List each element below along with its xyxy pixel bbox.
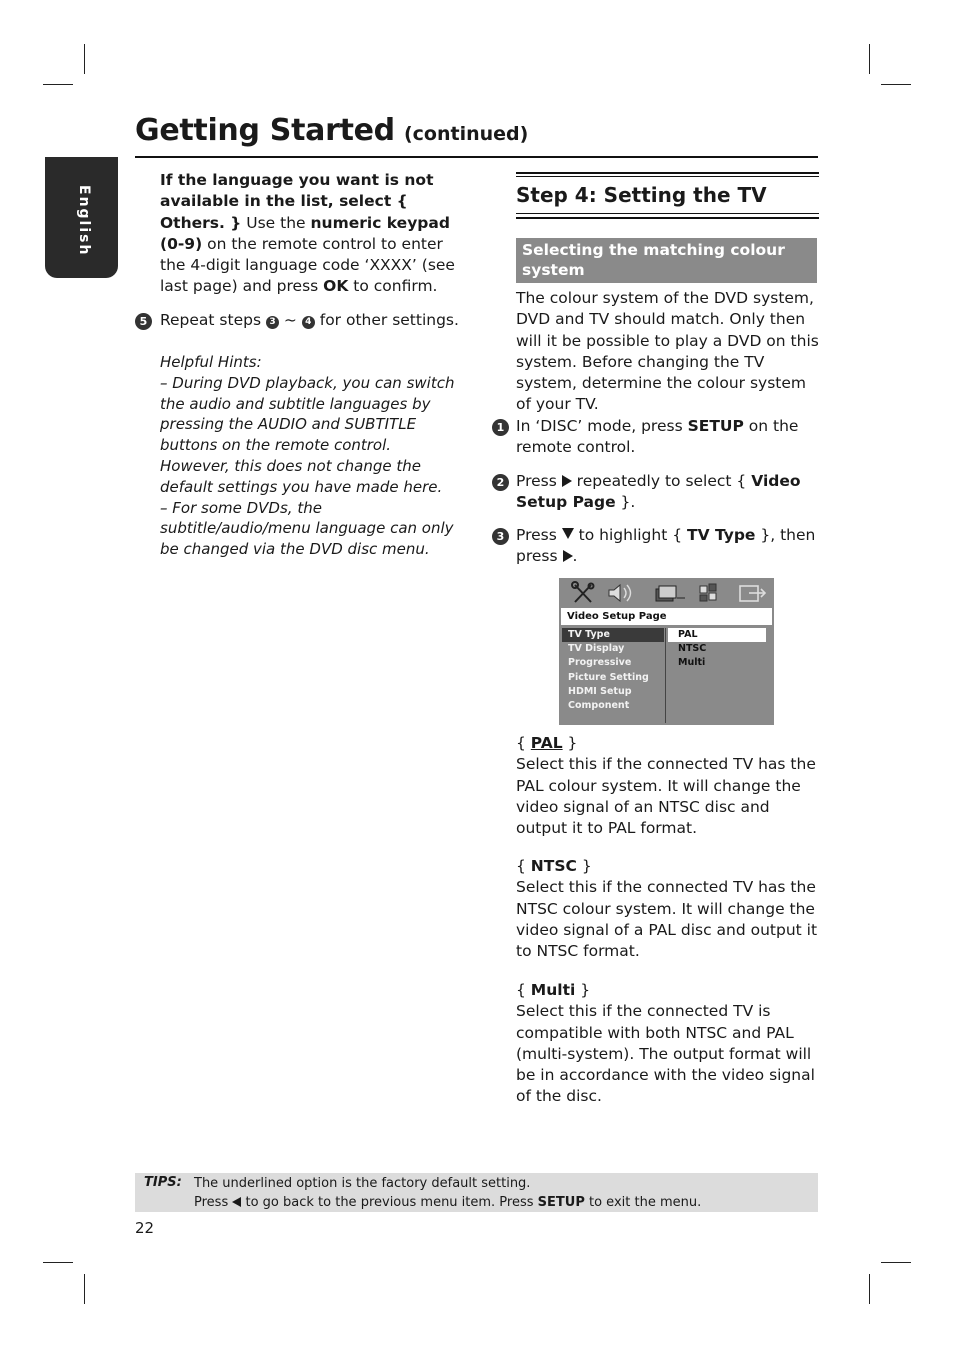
numeric-keypad-label: numeric keypad (0-9)	[160, 213, 450, 253]
step5-text-a: Repeat steps	[159, 311, 266, 329]
step-rule-bottom-thin	[516, 213, 819, 214]
ntsc-description: Select this if the connected TV has the NTSC colour system. It will change the video signal of a PAL disc and output it to NTSC format.	[516, 878, 818, 961]
down-arrow-icon	[562, 528, 574, 539]
s3-text-d: }, then press	[516, 526, 816, 566]
para1-text-e: to confirm.	[348, 277, 438, 296]
menu-option: Multi	[678, 657, 706, 669]
setup-label: SETUP	[537, 1194, 585, 1210]
setup-menu-screenshot	[559, 578, 774, 725]
helpful-hints	[160, 352, 465, 560]
menu-item: Picture Setting	[568, 671, 649, 683]
para1-text-c: on the remote control to enter the 4-digit language code ‘XXXX’ (see last page) and press	[160, 234, 455, 296]
step-rule-top	[516, 172, 819, 174]
menu-item: TV Type	[562, 628, 664, 642]
menu-icon-bar	[559, 578, 774, 608]
step-number-icon: 1	[492, 419, 509, 436]
right-arrow-icon	[563, 550, 573, 562]
page-header	[135, 113, 528, 148]
hint-item: – During DVD playback, you can switch the audio and subtitle languages by pressing the AUDIO and SUBTITLE buttons on the remote control. However, this does not change the default settings you have made here.	[160, 373, 455, 496]
setup-label: SETUP	[687, 417, 744, 435]
step4-heading: Step 4: Setting the TV	[516, 183, 767, 207]
s2-text-a: Press	[516, 472, 562, 490]
step5-text-b: for other settings.	[314, 311, 459, 329]
crop-mark	[881, 1262, 911, 1263]
para1-text-a: Use the	[246, 213, 311, 232]
page-title-continued: (continued)	[403, 123, 529, 145]
s3-text-a: Press	[516, 526, 562, 544]
pal-description: Select this if the connected TV has the PAL colour system. It will change the video signal of an NTSC disc and output it to PAL format.	[516, 755, 816, 838]
crop-mark	[84, 1274, 85, 1304]
page-number: 22	[135, 1219, 155, 1237]
page-title: Getting Started	[135, 113, 395, 148]
step-number-icon: 2	[492, 474, 509, 491]
section-bar	[516, 238, 817, 283]
crop-mark	[43, 84, 73, 85]
tips-label: TIPS:	[144, 1175, 182, 1190]
s1-text-a: In ‘DISC’ mode, press	[516, 417, 688, 435]
pal-option	[516, 733, 819, 839]
menu-option: NTSC	[678, 643, 707, 655]
menu-item: HDMI Setup	[568, 685, 632, 697]
crop-mark	[43, 1262, 73, 1263]
tips-text-a: Press	[194, 1194, 233, 1210]
pal-label: PAL	[530, 734, 563, 752]
multi-option	[516, 980, 819, 1108]
menu-item: Progressive	[568, 657, 632, 669]
step-ref-icon: 3	[266, 316, 279, 329]
left-arrow-icon	[232, 1197, 241, 1207]
step5-item	[135, 310, 465, 331]
tv-type-label: TV Type	[687, 526, 756, 544]
ntsc-label: NTSC	[530, 857, 577, 875]
menu-option: PAL	[668, 628, 766, 642]
ok-label: OK	[323, 277, 349, 296]
step3-item	[492, 525, 820, 566]
tips-text-d: to exit the menu.	[584, 1194, 702, 1210]
side-tab-label: English	[76, 185, 92, 257]
brace: }	[576, 857, 592, 875]
crop-mark	[869, 44, 870, 74]
step-number-icon: 5	[135, 313, 152, 330]
menu-item: Component	[568, 699, 630, 711]
crop-mark	[869, 1274, 870, 1304]
s2-text-d: }.	[615, 493, 636, 512]
language-side-tab	[45, 157, 118, 278]
exit-icon	[740, 586, 765, 601]
menu-item: TV Display	[568, 643, 625, 655]
step1-item	[492, 416, 820, 457]
tips-line: The underlined option is the factory default setting.	[194, 1176, 531, 1191]
tips-line	[194, 1194, 814, 1213]
s3-text-b: to highlight {	[573, 526, 688, 544]
brace: }	[562, 734, 578, 752]
menu-options-list	[665, 628, 774, 723]
video-setup-page-label: Video Setup Page	[516, 472, 801, 512]
hints-title: Helpful Hints:	[160, 353, 262, 371]
language-others-paragraph	[160, 170, 465, 298]
intro-paragraph: The colour system of the DVD system, DVD and TV should match. Only then will it be possible to play a DVD on this system. Before changing the TV system, determine the colour system of your TV.	[516, 289, 819, 414]
section-bar-title: Selecting the matching colour system	[522, 241, 785, 279]
language-others-bold: If the language you want is not available in the list, select { Others. }	[160, 171, 434, 232]
video-icon	[656, 586, 685, 601]
brace: {	[516, 857, 531, 875]
s1-text-c: on the remote control.	[516, 417, 799, 457]
tips-box	[135, 1173, 818, 1212]
brace: {	[516, 981, 531, 999]
multi-description: Select this if the connected TV is compatible with both NTSC and PAL (multi-system). The output format will be in accordance with the video signal of the disc.	[516, 1002, 815, 1106]
right-arrow-icon	[562, 475, 572, 487]
step2-item	[492, 471, 820, 512]
crop-mark	[84, 44, 85, 74]
header-rule	[135, 156, 818, 158]
ntsc-option	[516, 856, 819, 962]
step-rule-bottom	[516, 217, 819, 219]
s3-text-e: .	[572, 547, 578, 566]
brace: }	[575, 981, 591, 999]
tips-text-b: to go back to the previous menu item. Press	[241, 1194, 538, 1210]
tips-text	[194, 1175, 814, 1212]
step-ref-icon: 4	[302, 316, 315, 329]
tools-icon	[572, 582, 594, 602]
hint-item: – For some DVDs, the subtitle/audio/menu language can only be changed via the DVD disc menu.	[160, 498, 454, 559]
s2-text-b: repeatedly to select {	[571, 472, 752, 490]
crop-mark	[881, 84, 911, 85]
step-number-icon: 3	[492, 528, 509, 545]
multi-label: Multi	[530, 981, 576, 999]
brace: {	[516, 734, 531, 752]
menu-title: Video Setup Page	[561, 608, 772, 625]
menu-items-list	[562, 628, 664, 723]
speaker-icon	[609, 585, 631, 601]
step-rule-top-thin	[516, 176, 819, 177]
settings-grid-icon	[700, 584, 716, 601]
step5-tilde: ~	[278, 311, 302, 329]
